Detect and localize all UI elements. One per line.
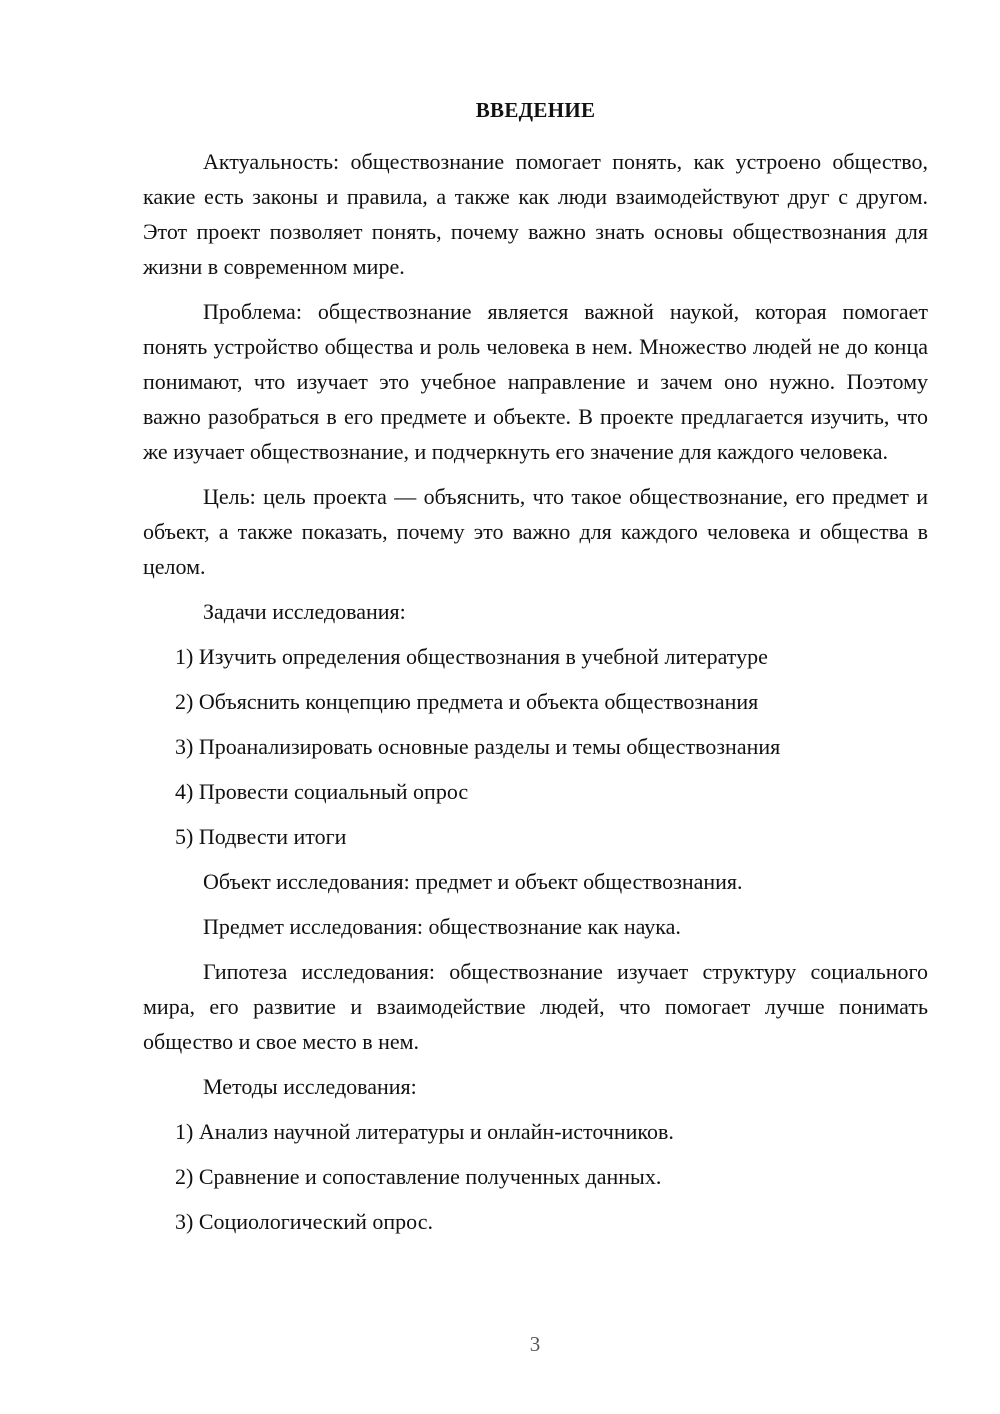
paragraph-problem: Проблема: обществознание является важной наукой, которая помогает понять устройство общества и роль человека в нем. Множество людей не до конца понимают, что изучает это учебное направление и зачем оно нужно. Поэтому важно разобраться в его предмете и объекте. В проекте предлагается изучить, что же изучает обществознание, и подчеркнуть его значение для каждого человека. [143, 299, 928, 464]
list-item: 1) Анализ научной литературы и онлайн-источников. [175, 1119, 674, 1144]
list-item: 5) Подвести итоги [175, 824, 347, 849]
page-content [143, 93, 928, 1249]
list-item: 3) Проанализировать основные разделы и темы обществознания [175, 734, 781, 759]
list-item: 3) Социологический опрос. [175, 1209, 433, 1234]
paragraph-subject: Предмет исследования: обществознание как наука. [203, 914, 681, 939]
section-title: ВВЕДЕНИЕ [475, 98, 596, 122]
list-item: 1) Изучить определения обществознания в учебной литературе [175, 644, 768, 669]
paragraph-relevance: Актуальность: обществознание помогает понять, как устроено общество, какие есть законы и правила, а также как люди взаимодействуют друг с другом. Этот проект позволяет понять, почему важно знать основы обществознания для жизни в современном мире. [143, 149, 928, 279]
tasks-list [143, 639, 928, 854]
list-item: 2) Объяснить концепцию предмета и объекта обществознания [175, 689, 759, 714]
methods-heading: Методы исследования: [203, 1074, 417, 1099]
paragraph-object: Объект исследования: предмет и объект обществознания. [203, 869, 743, 894]
list-item: 4) Провести социальный опрос [175, 779, 469, 804]
paragraph-hypothesis: Гипотеза исследования: обществознание изучает структуру социального мира, его развитие и взаимодействие людей, что помогает лучше понимать общество и свое место в нем. [143, 959, 928, 1054]
methods-list [143, 1114, 928, 1239]
tasks-heading: Задачи исследования: [203, 599, 406, 624]
list-item: 2) Сравнение и сопоставление полученных данных. [175, 1164, 662, 1189]
page-number: 3 [529, 1332, 541, 1356]
paragraph-goal: Цель: цель проекта — объяснить, что такое обществознание, его предмет и объект, а также показать, почему это важно для каждого человека и общества в целом. [143, 484, 928, 579]
